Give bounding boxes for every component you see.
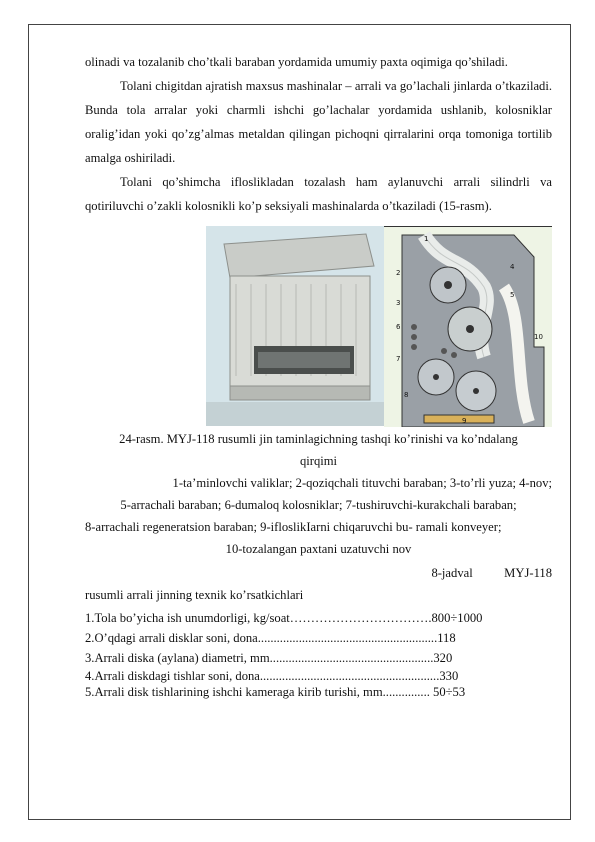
diagram-label-6: 6	[396, 323, 401, 331]
machine-photo	[206, 226, 384, 426]
spec-item: 1.Tola bo’yicha ish unumdorligi, kg/soat…………………………….800÷1000	[85, 611, 483, 625]
spec-item: 5.Arrali disk tishlarining ishchi kameraga kirib turishi, mm............... 50÷53	[85, 685, 466, 699]
spec-item: 4.Arrali diskdagi tishlar soni, dona.........................................................330	[85, 669, 459, 683]
diagram-label-4: 4	[510, 263, 515, 271]
table-title	[85, 562, 552, 606]
machine-photo-drawing	[206, 226, 384, 426]
cross-section-drawing	[384, 227, 552, 427]
paragraph-2: Tolani chigitdan ajratish maxsus mashinalar – arrali va go’lachali jinlarda o’tkaziladi. Bunda tola arralar yoki charmli ishchi go’lachalar yordamida ushlanib, kolosniklar oralig’idan yoki qo’zg’almas metaldan qilingan pichoqni qirralarini orqa tomoniga tortilib amalga oshiriladi.	[85, 79, 552, 165]
spec-item: 3.Arrali diska (aylana) diametri, mm....................................................320	[85, 651, 453, 665]
spec-item: 2.O’qdagi arrali disklar soni, dona.........................................................118	[85, 631, 456, 645]
figure-legend-line-3: 8-arrachali regeneratsion baraban; 9-ifloslikIarni chiqaruvchi bu- ramali konveyer;	[85, 520, 502, 534]
diagram-label-3: 3	[396, 299, 401, 307]
diagram-label-2: 2	[396, 269, 401, 277]
paragraph-3: Tolani qo’shimcha ifloslikladan tozalash ham aylanuvchi arrali silindrli va qotiriluvchi o’zakli kolosnikli ko’p seksiyali mashinalarda o’tkaziladi (15-rasm).	[85, 175, 552, 213]
cross-section-diagram	[384, 226, 552, 427]
diagram-label-8: 8	[404, 391, 409, 399]
figure-legend-line-4: 10-tozalangan paxtani uzatuvchi nov	[225, 542, 412, 556]
diagram-label-10: 10	[534, 333, 543, 341]
table-number: 8-jadval MYJ-118	[431, 566, 552, 580]
diagram-label-1: 1	[424, 235, 429, 243]
figure-24	[206, 226, 552, 426]
diagram-label-9: 9	[462, 417, 467, 425]
figure-legend-line-2: 5-arrachali baraban; 6-dumaloq kolosniklar; 7-tushiruvchi-kurakchali baraban;	[120, 498, 517, 512]
figure-caption-line-1: 24-rasm. MYJ-118 rusumli jin taminlagichning tashqi ko’rinishi va ko’ndalang	[119, 432, 518, 446]
figure-caption-line-2: qirqimi	[299, 454, 338, 468]
paragraph-1: olinadi va tozalanib cho’tkali baraban yordamida umumiy paxta oqimiga qo’shiladi.	[85, 55, 508, 69]
diagram-label-7: 7	[396, 355, 401, 363]
figure-legend-line-1: 1-ta’minlovchi valiklar; 2-qoziqchali tituvchi baraban; 3-to’rli yuza; 4-nov;	[172, 476, 552, 490]
document-body	[85, 50, 552, 700]
spec-list	[85, 608, 552, 700]
table-heading: rusumli arrali jinning texnik ko’rsatkichlari	[85, 588, 304, 602]
diagram-label-5: 5	[510, 291, 515, 299]
